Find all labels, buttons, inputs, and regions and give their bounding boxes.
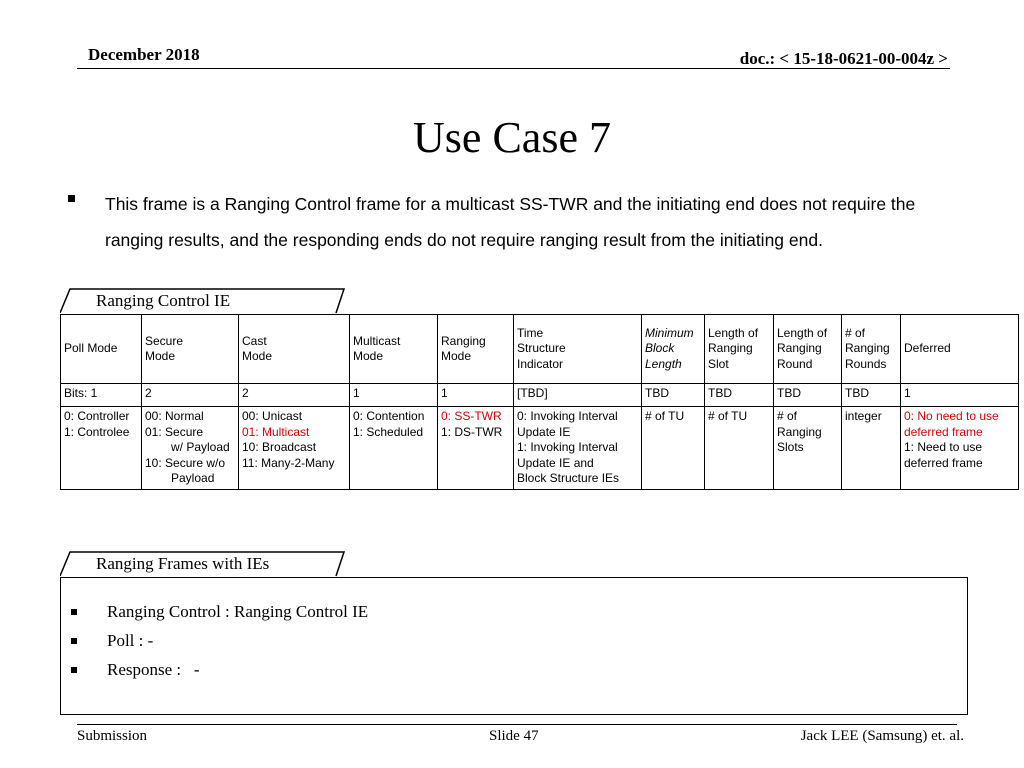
value-text: 00: Normal bbox=[145, 409, 204, 423]
value-cell bbox=[61, 407, 142, 490]
header-text: Length of bbox=[777, 325, 828, 340]
footer-slide-number: Slide 47 bbox=[489, 728, 539, 744]
value-text: 1: Controlee bbox=[64, 424, 130, 439]
bits-cell: 1 bbox=[350, 384, 438, 407]
list-item-text: Poll : - bbox=[107, 631, 154, 650]
header-text: Mode bbox=[242, 349, 273, 363]
header-text: Mode bbox=[441, 349, 472, 363]
value-cell bbox=[705, 407, 774, 490]
bits-cell: Bits: 1 bbox=[61, 384, 142, 407]
header-text: Ranging bbox=[777, 341, 822, 356]
bits-cell: 1 bbox=[438, 384, 514, 407]
value-cell bbox=[514, 407, 642, 490]
value-text: 0: Contention bbox=[353, 409, 425, 423]
header-text: Length of bbox=[708, 325, 759, 340]
value-text: # of TU bbox=[708, 409, 748, 423]
header-cell bbox=[514, 315, 642, 384]
square-bullet-icon bbox=[71, 638, 77, 644]
header-text: Ranging bbox=[708, 341, 753, 356]
doc-id: < 15-18-0621-00-004z > bbox=[779, 49, 948, 68]
header-cell bbox=[842, 315, 901, 384]
bits-cell: TBD bbox=[705, 384, 774, 407]
header-text: Minimum bbox=[645, 325, 694, 340]
value-cell bbox=[642, 407, 705, 490]
header-text: Mode bbox=[145, 349, 176, 363]
header-cell bbox=[901, 315, 1019, 384]
tab-label-ranging-control-ie: Ranging Control IE bbox=[96, 291, 231, 310]
header-text: Slot bbox=[708, 356, 729, 371]
value-cell bbox=[774, 407, 842, 490]
bits-cell: TBD bbox=[774, 384, 842, 407]
table-header-row bbox=[61, 315, 1019, 384]
list-item bbox=[71, 630, 368, 659]
ranging-frames-tab bbox=[60, 551, 346, 577]
value-text: 1: Invoking Interval bbox=[517, 440, 618, 454]
value-cell bbox=[142, 407, 239, 490]
header-cell bbox=[642, 315, 705, 384]
square-bullet-icon bbox=[68, 195, 75, 202]
header-date: December 2018 bbox=[88, 45, 200, 64]
footer-divider bbox=[77, 724, 957, 725]
list-item-text: Ranging Control : Ranging Control IE bbox=[107, 602, 369, 621]
header-text: Secure bbox=[145, 333, 184, 348]
value-cell bbox=[438, 407, 514, 490]
bits-cell: 1 bbox=[901, 384, 1019, 407]
value-cell bbox=[901, 407, 1019, 490]
value-cell bbox=[842, 407, 901, 490]
value-text: 0: Invoking Interval bbox=[517, 409, 618, 423]
main-bullet bbox=[68, 186, 948, 258]
header-text: Ranging bbox=[845, 341, 890, 356]
value-text: deferred frame bbox=[904, 455, 983, 470]
value-text: 1: Scheduled bbox=[353, 424, 424, 439]
value-text: Ranging bbox=[777, 424, 822, 439]
bits-cell: 2 bbox=[142, 384, 239, 407]
header-cell bbox=[61, 315, 142, 384]
value-text: 11: Many-2-Many bbox=[242, 455, 335, 470]
header-text: Length bbox=[645, 356, 682, 371]
value-cell bbox=[350, 407, 438, 490]
slide-title: Use Case 7 bbox=[413, 113, 611, 162]
header-text: Block bbox=[645, 341, 675, 356]
value-text: 01: Secure bbox=[145, 424, 204, 439]
list-item-text: Response : - bbox=[107, 660, 200, 679]
header-text: Ranging bbox=[441, 333, 486, 348]
main-bullet-text: This frame is a Ranging Control frame for a multicast SS-TWR and the initiating end does not require the ranging results, and the responding ends do not require ranging result from the initiating end. bbox=[105, 194, 916, 250]
footer-author: Jack LEE (Samsung) et. al. bbox=[800, 728, 964, 744]
header-cell bbox=[705, 315, 774, 384]
value-text: 10: Broadcast bbox=[242, 440, 317, 454]
value-text: 1: DS-TWR bbox=[441, 424, 503, 439]
list-item bbox=[71, 601, 368, 630]
header-text: Rounds bbox=[845, 356, 887, 371]
header-cell bbox=[774, 315, 842, 384]
footer-submission: Submission bbox=[77, 728, 148, 744]
header-doc-id bbox=[740, 49, 948, 69]
header-cell bbox=[142, 315, 239, 384]
value-text-highlight: 0: No need to use bbox=[904, 409, 999, 423]
frames-list bbox=[71, 601, 368, 688]
doc-prefix: doc.: bbox=[739, 49, 780, 68]
value-text: Slots bbox=[777, 440, 804, 454]
tab-label-ranging-frames: Ranging Frames with IEs bbox=[96, 554, 270, 573]
header-text: Structure bbox=[517, 341, 566, 356]
bits-cell: [TBD] bbox=[514, 384, 642, 407]
value-text: 1: Need to use bbox=[904, 440, 983, 454]
list-item bbox=[71, 659, 368, 688]
square-bullet-icon bbox=[71, 667, 77, 673]
value-text: Payload bbox=[171, 471, 215, 485]
bits-cell: 2 bbox=[239, 384, 350, 407]
value-text: Block Structure IEs bbox=[517, 471, 620, 485]
header-text: Cast bbox=[242, 333, 267, 348]
header-text: Poll Mode bbox=[64, 341, 118, 356]
table-bits-row bbox=[61, 384, 1019, 407]
bits-cell: TBD bbox=[642, 384, 705, 407]
bits-cell: TBD bbox=[842, 384, 901, 407]
value-text: 10: Secure w/o bbox=[145, 455, 226, 470]
value-text: 00: Unicast bbox=[242, 409, 303, 423]
ranging-control-ie-tab bbox=[60, 288, 346, 314]
value-text: w/ Payload bbox=[171, 440, 230, 454]
value-text: # of TU bbox=[645, 409, 685, 423]
header-text: Deferred bbox=[904, 341, 951, 356]
value-text: Update IE bbox=[517, 424, 571, 439]
header-text: # of bbox=[845, 325, 866, 340]
header-text: Time bbox=[517, 325, 544, 340]
header-text: Round bbox=[777, 356, 813, 371]
ranging-frames-box bbox=[60, 577, 968, 715]
value-text: # of bbox=[777, 409, 798, 423]
header-text: Mode bbox=[353, 349, 384, 363]
ranging-control-ie-table bbox=[60, 314, 1019, 490]
table-values-row bbox=[61, 407, 1019, 490]
value-text-highlight: 0: SS-TWR bbox=[441, 409, 502, 423]
header-divider bbox=[77, 68, 950, 69]
header-cell bbox=[239, 315, 350, 384]
header-cell bbox=[350, 315, 438, 384]
value-text-highlight: deferred frame bbox=[904, 424, 983, 439]
value-cell bbox=[239, 407, 350, 490]
value-text: integer bbox=[845, 409, 882, 423]
value-text: Update IE and bbox=[517, 455, 594, 470]
square-bullet-icon bbox=[71, 609, 77, 615]
value-text-highlight: 01: Multicast bbox=[242, 424, 310, 439]
header-text: Indicator bbox=[517, 356, 564, 371]
value-text: 0: Controller bbox=[64, 409, 130, 423]
header-cell bbox=[438, 315, 514, 384]
header-text: Multicast bbox=[353, 333, 401, 348]
